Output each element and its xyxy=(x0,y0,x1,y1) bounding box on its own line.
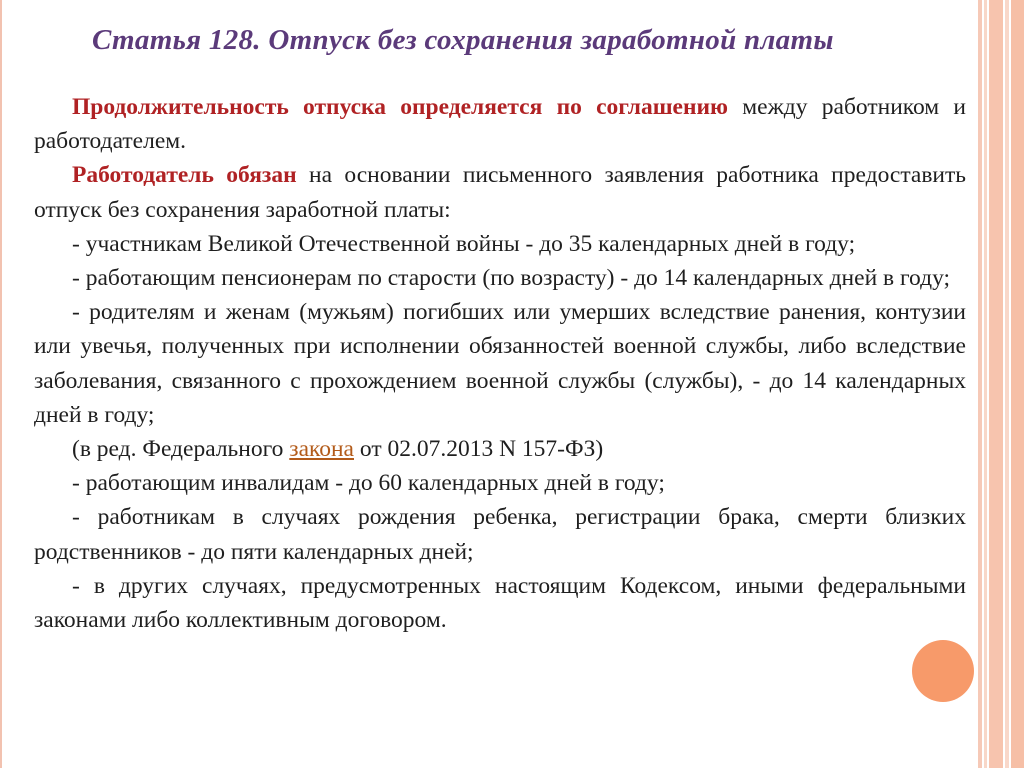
list-item: - участникам Великой Отечественной войны - до 35 календарных дней в году; xyxy=(72,230,856,257)
law-link[interactable]: закона xyxy=(289,436,354,463)
list-item: - работающим инвалидам - до 60 календарных дней в году; xyxy=(72,470,665,497)
slide-title: Статья 128. Отпуск без сохранения заработной платы xyxy=(92,24,834,56)
paragraph-text: на основании письменного заявления работника предоставить отпуск без сохранения заработной платы: xyxy=(34,162,966,223)
list-item: - родителям и женам (мужьям) погибших или умерших вследствие ранения, контузии или увечья, полученных при исполнении обязанностей военной службы, либо вследствие заболевания, связанного с прохождением военной службы (службы), - до 14 календарных дней в году; xyxy=(34,299,966,428)
stripe xyxy=(984,0,987,768)
decorative-circle xyxy=(912,640,974,702)
paragraph-text: между работником и работодателем. xyxy=(34,94,966,155)
stripe xyxy=(978,0,982,768)
stripe xyxy=(1005,0,1009,768)
amendment-note xyxy=(34,432,966,466)
article-body xyxy=(34,90,966,637)
list-item: - работникам в случаях рождения ребенка, регистрации брака, смерти близких родственников - до пяти календарных дней; xyxy=(34,504,966,565)
highlight-duration: Продолжительность отпуска определяется по соглашению xyxy=(72,94,729,120)
decorative-stripes xyxy=(978,0,1024,768)
paragraph-duration xyxy=(34,90,966,158)
paragraph-obligation xyxy=(34,158,966,226)
amendment-text: (в ред. Федерального xyxy=(72,436,290,463)
stripe xyxy=(989,0,1003,768)
stripe xyxy=(1011,0,1024,768)
highlight-obligation: Работодатель обязан xyxy=(72,162,297,189)
list-item: - работающим пенсионерам по старости (по возрасту) - до 14 календарных дней в году; xyxy=(72,265,951,292)
amendment-text: от 02.07.2013 N 157-ФЗ) xyxy=(354,436,604,463)
list-item: - в других случаях, предусмотренных настоящим Кодексом, иными федеральными законами либо коллективным договором. xyxy=(34,572,966,634)
